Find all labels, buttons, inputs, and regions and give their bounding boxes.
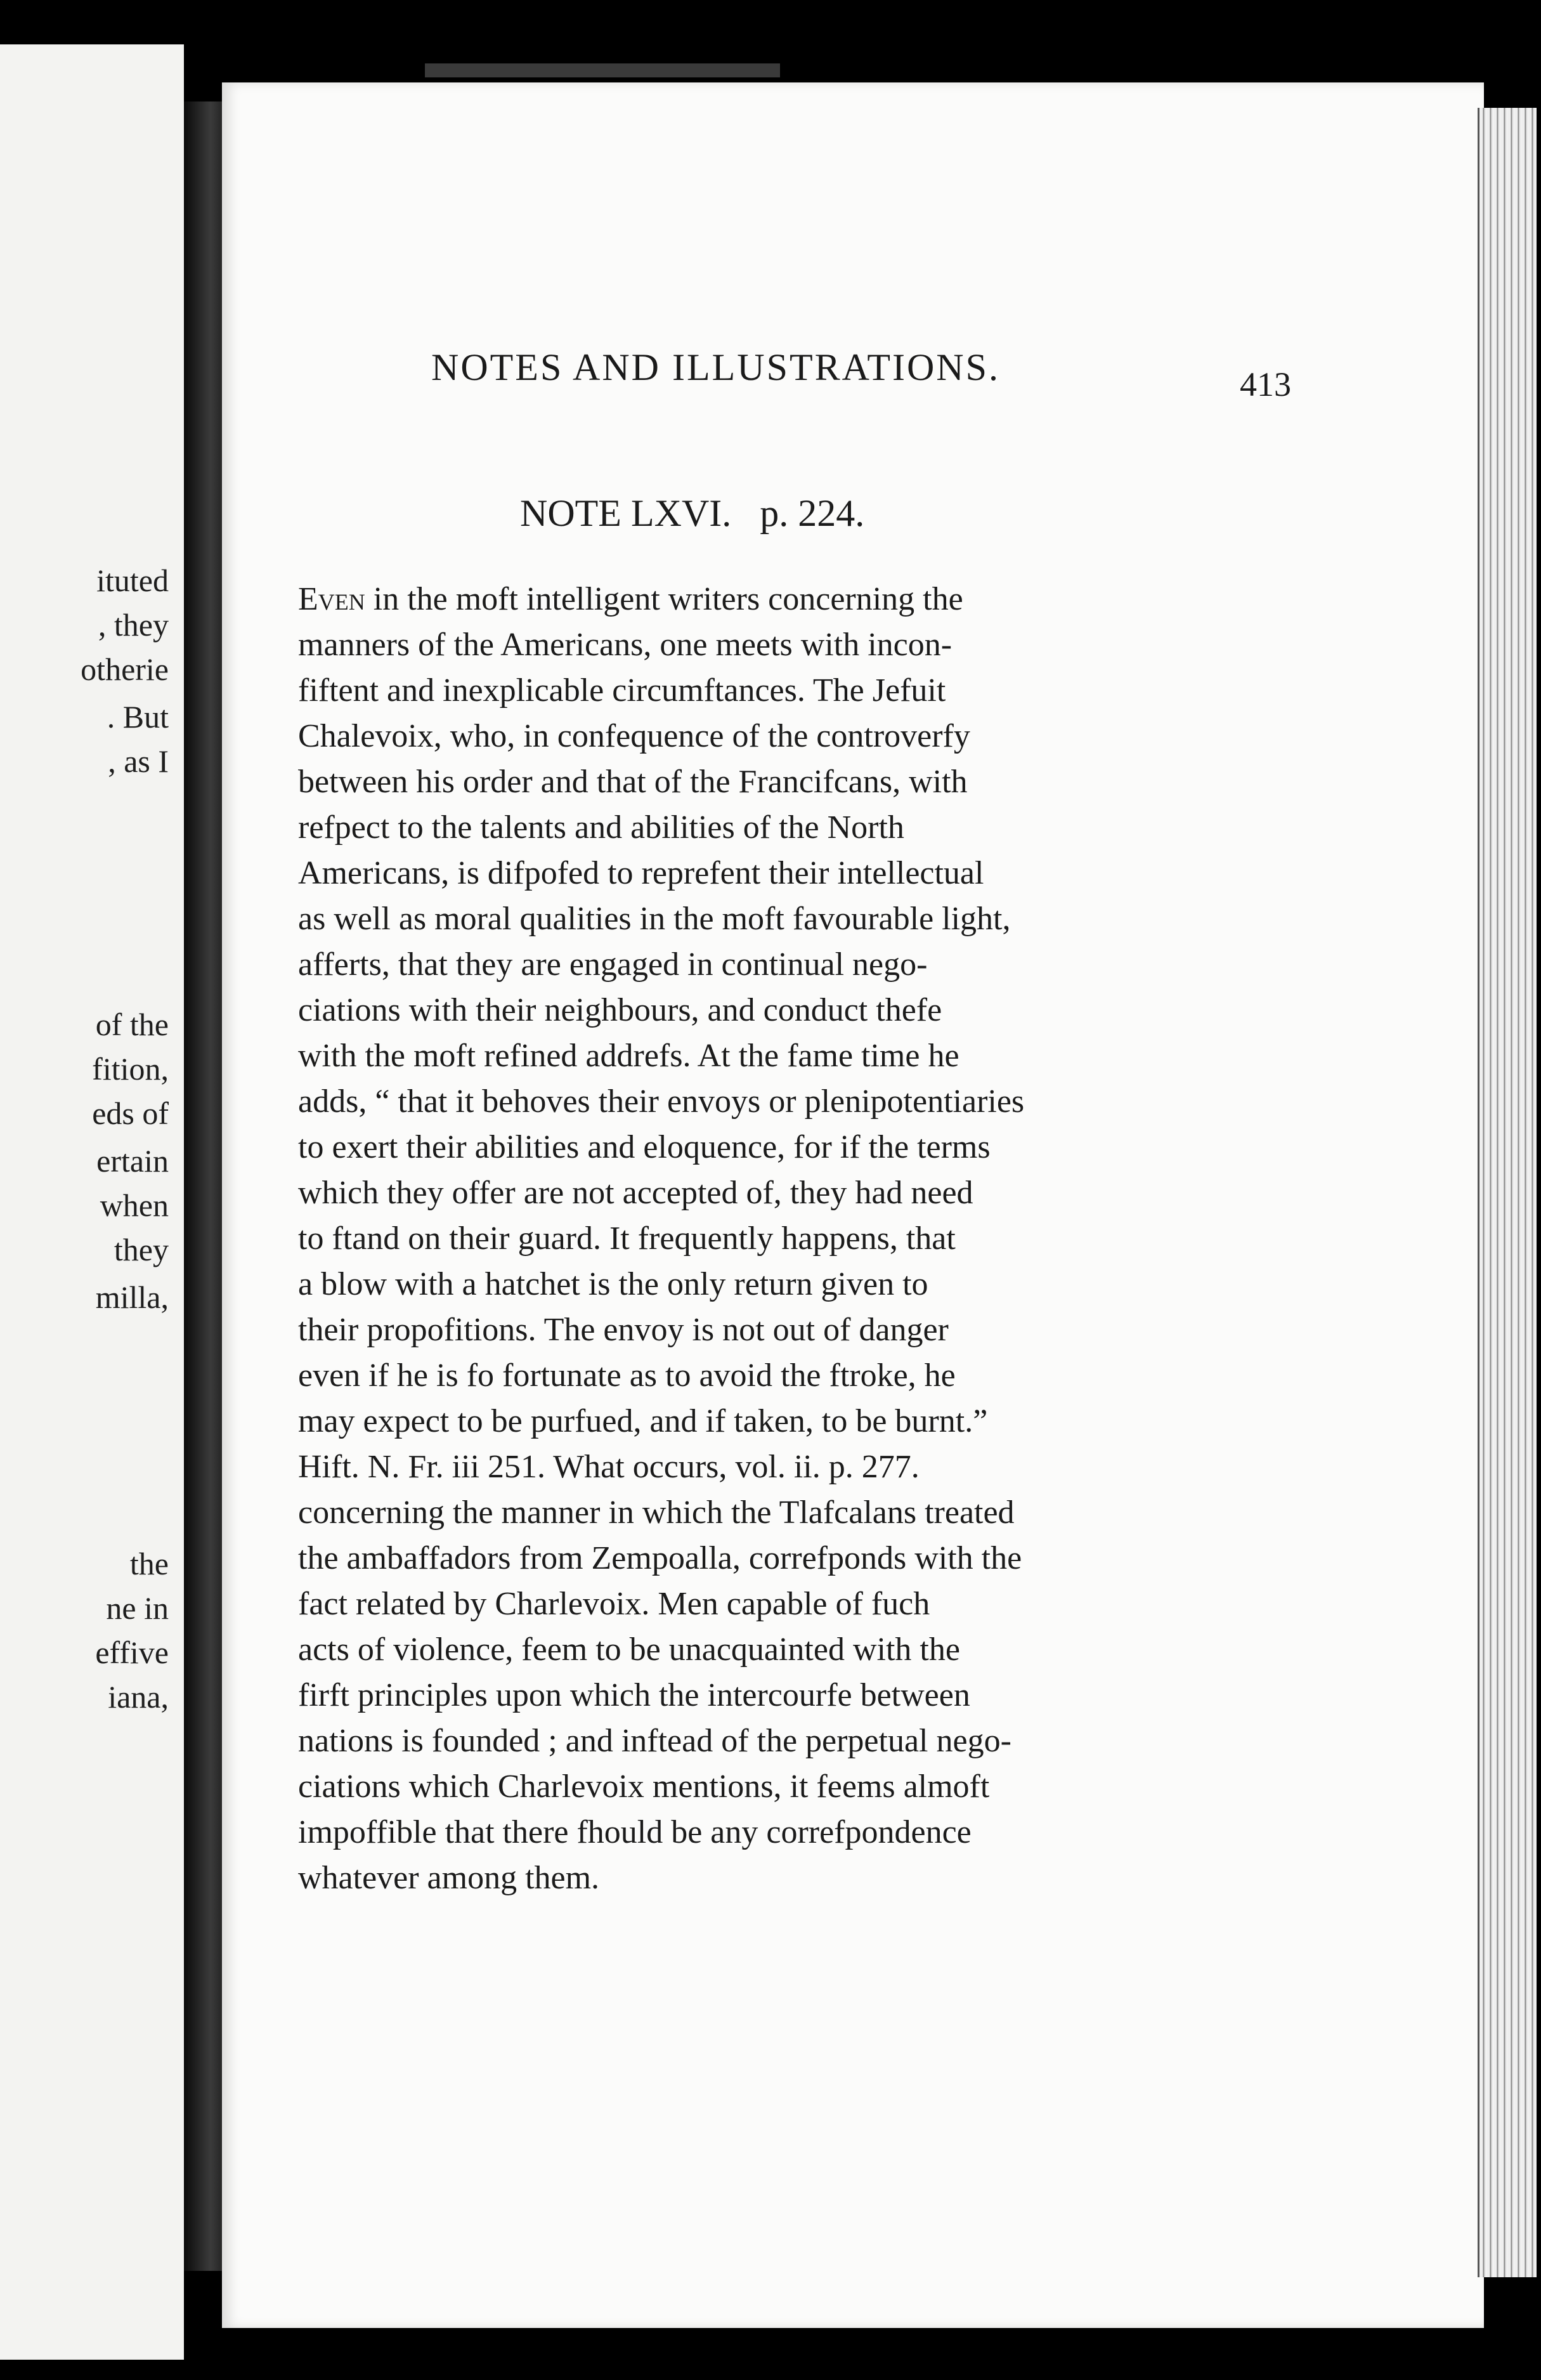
text-line: even if he is fo fortunate as to avoid the ftroke, he bbox=[298, 1357, 956, 1394]
text-line: to ftand on their guard. It frequently happens, that bbox=[298, 1220, 956, 1257]
note-heading bbox=[520, 492, 864, 535]
left-page-fragment: of the bbox=[95, 1007, 169, 1042]
text-line: may expect to be purfued, and if taken, to be burnt.” bbox=[298, 1403, 988, 1439]
opening-word: Even bbox=[298, 581, 365, 617]
left-page-fragment: ne in bbox=[106, 1590, 169, 1626]
text-line: between his order and that of the Francifcans, with bbox=[298, 764, 968, 800]
left-page-fragment: ituted bbox=[96, 563, 169, 598]
text-line: which they offer are not accepted of, they had need bbox=[298, 1175, 973, 1211]
text-line bbox=[298, 580, 963, 618]
page-number: 413 bbox=[1240, 365, 1291, 403]
left-page-fragment: they bbox=[114, 1232, 169, 1267]
left-page-fragment: iana, bbox=[108, 1679, 169, 1715]
text-line: a blow with a hatchet is the only return given to bbox=[298, 1266, 928, 1302]
text-line: to exert their abilities and eloquence, for if the terms bbox=[298, 1129, 991, 1165]
text-line: impoffible that there fhould be any correfpondence bbox=[298, 1814, 972, 1850]
text-line: manners of the Americans, one meets with incon- bbox=[298, 627, 953, 663]
text-line: Americans, is difpofed to reprefent their intellectual bbox=[298, 855, 984, 891]
text-line: firft principles upon which the intercourfe between bbox=[298, 1677, 970, 1713]
text-line-rest: in the moft intelligent writers concerning the bbox=[365, 581, 963, 617]
text-line: acts of violence, feem to be unacquainted with the bbox=[298, 1631, 960, 1668]
left-page-fragment: when bbox=[100, 1187, 169, 1223]
left-page-fragment: eds of bbox=[92, 1095, 169, 1131]
text-line: fiftent and inexplicable circumftances. The Jefuit bbox=[298, 672, 946, 709]
text-line: adds, “ that it behoves their envoys or plenipotentiaries bbox=[298, 1083, 1025, 1120]
text-line: Hift. N. Fr. iii 251. What occurs, vol. ii. p. 277. bbox=[298, 1449, 920, 1485]
left-page-fragment: the bbox=[129, 1546, 169, 1581]
left-page bbox=[0, 44, 184, 2360]
top-binding-edge bbox=[425, 63, 780, 77]
text-line: with the moft refined addrefs. At the fame time he bbox=[298, 1038, 959, 1074]
left-page-fragment: effive bbox=[95, 1635, 169, 1670]
text-line: whatever among them. bbox=[298, 1860, 600, 1896]
left-page-fragment: fition, bbox=[92, 1051, 169, 1087]
note-body bbox=[298, 580, 1129, 1913]
text-line: concerning the manner in which the Tlafcalans treated bbox=[298, 1494, 1015, 1531]
text-line: the ambaffadors from Zempoalla, correfponds with the bbox=[298, 1540, 1022, 1576]
running-head: NOTES AND ILLUSTRATIONS. bbox=[431, 346, 1000, 388]
page-edges bbox=[1478, 108, 1537, 2277]
left-page-fragment: ertain bbox=[96, 1143, 169, 1179]
text-line: ciations with their neighbours, and conduct thefe bbox=[298, 992, 942, 1028]
left-page-fragment: . But bbox=[107, 699, 169, 735]
note-reference: p. 224. bbox=[760, 492, 865, 534]
text-line: nations is founded ; and inftead of the perpetual nego- bbox=[298, 1723, 1011, 1759]
text-line: ciations which Charlevoix mentions, it feems almoft bbox=[298, 1769, 990, 1805]
note-title: NOTE LXVI. bbox=[520, 492, 732, 534]
left-page-fragment: milla, bbox=[95, 1279, 169, 1315]
left-page-fragment: , as I bbox=[108, 743, 169, 779]
text-line: their propofitions. The envoy is not out of danger bbox=[298, 1312, 949, 1348]
text-line: refpect to the talents and abilities of the North bbox=[298, 809, 904, 846]
text-line: as well as moral qualities in the moft favourable light, bbox=[298, 901, 1011, 937]
text-line: fact related by Charlevoix. Men capable of fuch bbox=[298, 1586, 930, 1622]
left-page-fragment: , they bbox=[98, 607, 169, 643]
text-line: Chalevoix, who, in confequence of the controverfy bbox=[298, 718, 970, 754]
left-page-fragment: otherie bbox=[81, 651, 169, 687]
text-line: afferts, that they are engaged in continual nego- bbox=[298, 946, 928, 983]
